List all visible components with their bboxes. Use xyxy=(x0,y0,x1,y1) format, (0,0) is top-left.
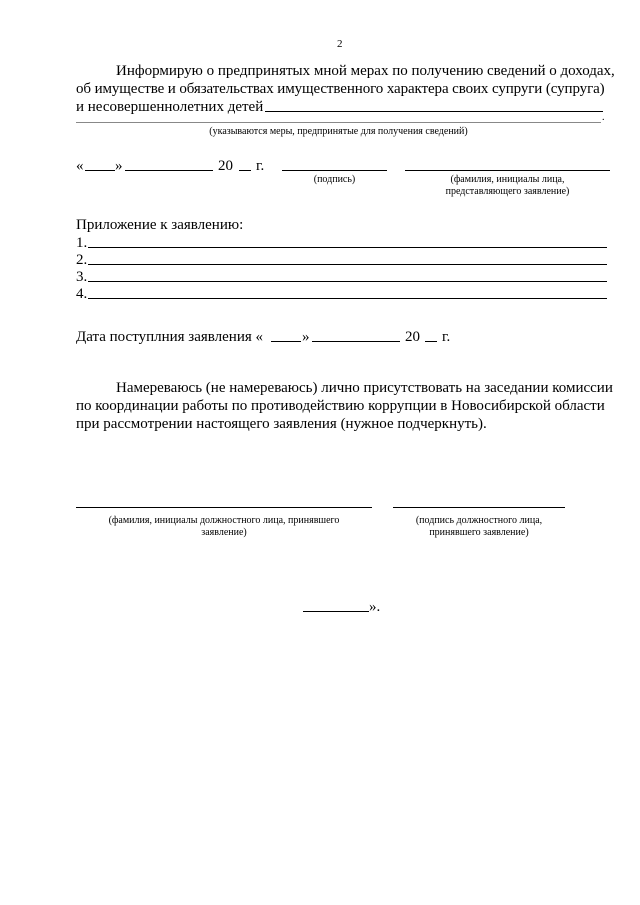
intent-line-2: по координации работы по противодействию коррупции в Новосибирской области xyxy=(76,398,605,414)
date-year-suffix: г. xyxy=(256,158,265,174)
receipt-year-blank xyxy=(425,341,437,342)
attachment-line-4 xyxy=(88,298,607,299)
page-number: 2 xyxy=(337,38,343,50)
official-name-line xyxy=(76,507,372,508)
date-open-quote: « xyxy=(76,158,84,174)
attachment-line-1 xyxy=(88,247,607,248)
measures-caption: (указываются меры, предпринятые для получения сведений) xyxy=(209,126,468,137)
attachment-number-3: 3. xyxy=(76,269,88,285)
receipt-year-suffix: г. xyxy=(442,329,451,345)
official-signature-caption-line-2: принявшего заявление) xyxy=(429,527,529,538)
intent-line-3: при рассмотрении настоящего заявления (нужное подчеркнуть). xyxy=(76,416,487,432)
date-year-blank xyxy=(239,170,251,171)
receipt-month-blank xyxy=(312,341,400,342)
closing-mark: ». xyxy=(369,599,381,615)
date-year-prefix: 20 xyxy=(218,158,233,174)
attachment-number-2: 2. xyxy=(76,252,88,268)
measures-underline-1 xyxy=(265,111,603,112)
official-signature-caption-line-1: (подпись должностного лица, xyxy=(415,515,543,526)
measures-line-2: об имуществе и обязательствах имущественного характера своих супруги (супруга) xyxy=(76,81,605,97)
official-name-caption-line-1: (фамилия, инициалы должностного лица, принявшего xyxy=(108,515,340,526)
name-caption-line-1: (фамилия, инициалы лица, xyxy=(450,174,565,185)
name-caption-line-2: представляющего заявление) xyxy=(445,186,570,197)
attachment-line-3 xyxy=(88,281,607,282)
receipt-year-prefix: 20 xyxy=(405,329,420,345)
name-line xyxy=(405,170,610,171)
date-month-blank xyxy=(125,170,213,171)
measures-dot: . xyxy=(602,112,605,123)
signature-line xyxy=(282,170,387,171)
intent-line-1: Намереваюсь (не намереваюсь) лично присутствовать на заседании комиссии xyxy=(116,380,613,396)
closing-blank xyxy=(303,611,369,612)
receipt-close-quote: » xyxy=(302,329,310,345)
attachment-number-4: 4. xyxy=(76,286,88,302)
measures-line-1: Информирую о предпринятых мной мерах по получению сведений о доходах, xyxy=(116,63,615,79)
attachment-number-1: 1. xyxy=(76,235,88,251)
attachment-line-2 xyxy=(88,264,607,265)
official-signature-line xyxy=(393,507,565,508)
date-close-quote: » xyxy=(115,158,123,174)
receipt-date-prefix: Дата поступлния заявления « xyxy=(76,329,263,345)
official-name-caption-line-2: заявление) xyxy=(201,527,247,538)
measures-underline-2 xyxy=(76,122,601,123)
measures-line-3: и несовершеннолетних детей xyxy=(76,99,264,115)
date-day-blank xyxy=(85,170,115,171)
attachments-title: Приложение к заявлению: xyxy=(76,217,244,233)
signature-caption: (подпись) xyxy=(313,174,356,185)
receipt-day-blank xyxy=(271,341,301,342)
